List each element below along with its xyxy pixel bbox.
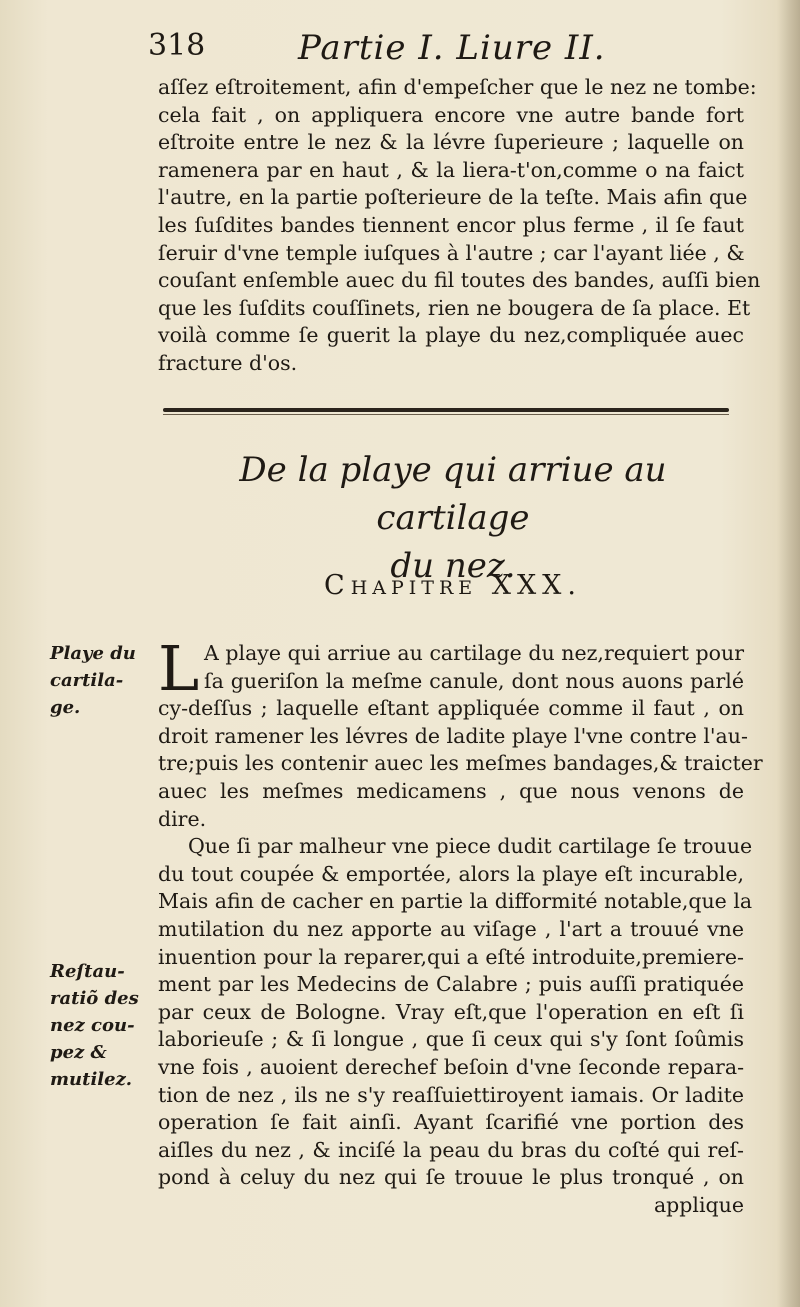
text-line: ramenera par en haut , & la liera-t'on,comme o na faict <box>158 157 744 182</box>
page-number: 318 <box>148 28 206 63</box>
margin-note-line: cartila- <box>50 670 124 691</box>
text-line: ſeruir d'vne temple iuſques à l'autre ; car l'ayant liée , & <box>158 240 745 265</box>
margin-note-line: ge. <box>50 697 81 718</box>
text-line: auec les meſmes medicamens , que nous venons de <box>158 778 744 803</box>
chapter-title-line: du nez. <box>390 546 516 586</box>
text-line: pond à celuy du nez qui ſe trouue le plus tronqué , on <box>158 1165 744 1190</box>
section-divider <box>163 408 729 412</box>
chapter-title <box>160 446 746 590</box>
margin-note-playe <box>50 640 150 721</box>
margin-note-line: ratiõ des <box>50 988 139 1009</box>
margin-note-line: mutilez. <box>50 1069 133 1090</box>
text-line: A playe qui arriue au cartilage du nez,requiert pour <box>204 641 744 665</box>
text-line: dire. <box>158 806 207 831</box>
text-line: l'autre, en la partie poſterieure de la teſte. Mais afin que <box>158 185 748 210</box>
page-edge-shadow <box>778 0 800 1307</box>
text-line: Mais afin de cacher en partie la difformité notable,que la <box>158 889 753 914</box>
margin-note-line: pez & <box>50 1042 107 1063</box>
text-line: par ceux de Bologne. Vray eſt,que l'operation en eſt ſi <box>158 999 744 1024</box>
chapter-title-line: De la playe qui arriue au cartilage <box>239 450 667 538</box>
margin-note-restauration <box>50 958 150 1093</box>
text-line: inuention pour la reparer,qui a eſté introduite,premiere- <box>158 944 744 969</box>
chapter-heading <box>160 570 746 601</box>
text-line: operation ſe fait ainſi. Ayant ſcarifié vne portion des <box>158 1110 744 1135</box>
top-paragraph <box>158 74 761 378</box>
text-line: ment par les Medecins de Calabre ; puis auſſi pratiquée <box>158 972 744 997</box>
running-title: Partie I. Liure II. <box>298 28 606 68</box>
text-line: vne fois , auoient derechef beſoin d'vne ſeconde repara- <box>158 1054 744 1079</box>
text-line: du tout coupée & emportée, alors la playe eſt incurable, <box>158 861 744 886</box>
chapter-body <box>158 632 763 1219</box>
margin-note-line: nez cou- <box>50 1015 135 1036</box>
text-line: droit ramener les lévres de ladite playe l'vne contre l'au- <box>158 723 748 748</box>
text-line: cy-deſſus ; laquelle eſtant appliquée comme il faut , on <box>158 696 744 721</box>
text-line: tion de nez , ils ne s'y reaſſuiettiroyent iamais. Or ladite <box>158 1082 744 1107</box>
chapter-label: HAPITRE <box>350 577 478 599</box>
text-line: tre;puis les contenir auec les meſmes bandages,& traicter <box>158 751 763 776</box>
text-line: ſa gueriſon la meſme canule, dont nous auons parlé <box>204 668 744 693</box>
text-line: laborieuſe ; & ſi longue , que ſi ceux qui s'y ſont ſoûmis <box>158 1027 744 1052</box>
margin-note-line: Playe du <box>50 643 136 664</box>
chapter-label-initial: C <box>324 570 351 601</box>
text-line: les ſuſdites bandes tiennent encor plus ferme , il ſe faut <box>158 212 744 237</box>
text-line: voilà comme ſe guerit la playe du nez,compliquée auec <box>158 323 744 348</box>
page-header <box>148 28 748 76</box>
text-line: que les ſuſdits couſſinets, rien ne bougera de ſa place. Et <box>158 295 751 320</box>
text-line: aiſles du nez , & inciſé la peau du bras du coſté qui reſ- <box>158 1137 744 1162</box>
text-line: Que ſi par malheur vne piece dudit cartilage ſe trouue <box>188 834 753 859</box>
text-line: couſant enſemble auec du fil toutes des bandes, auſſi bien <box>158 268 761 293</box>
chapter-numeral: XXX. <box>491 570 582 601</box>
drop-capital: L <box>158 632 200 705</box>
text-line: mutilation du nez apporte au viſage , l'art a trouué vne <box>158 916 744 941</box>
text-line: eſtroite entre le nez & la lévre ſuperieure ; laquelle on <box>158 130 744 155</box>
text-line: cela fait , on appliquera encore vne autre bande fort <box>158 102 744 127</box>
catchword: applique <box>653 1192 744 1217</box>
text-line: fracture d'os. <box>158 350 298 375</box>
margin-note-line: Reſtau- <box>50 961 125 982</box>
text-line: aſſez eſtroitement, afin d'empeſcher que le nez ne tombe: <box>158 75 757 99</box>
